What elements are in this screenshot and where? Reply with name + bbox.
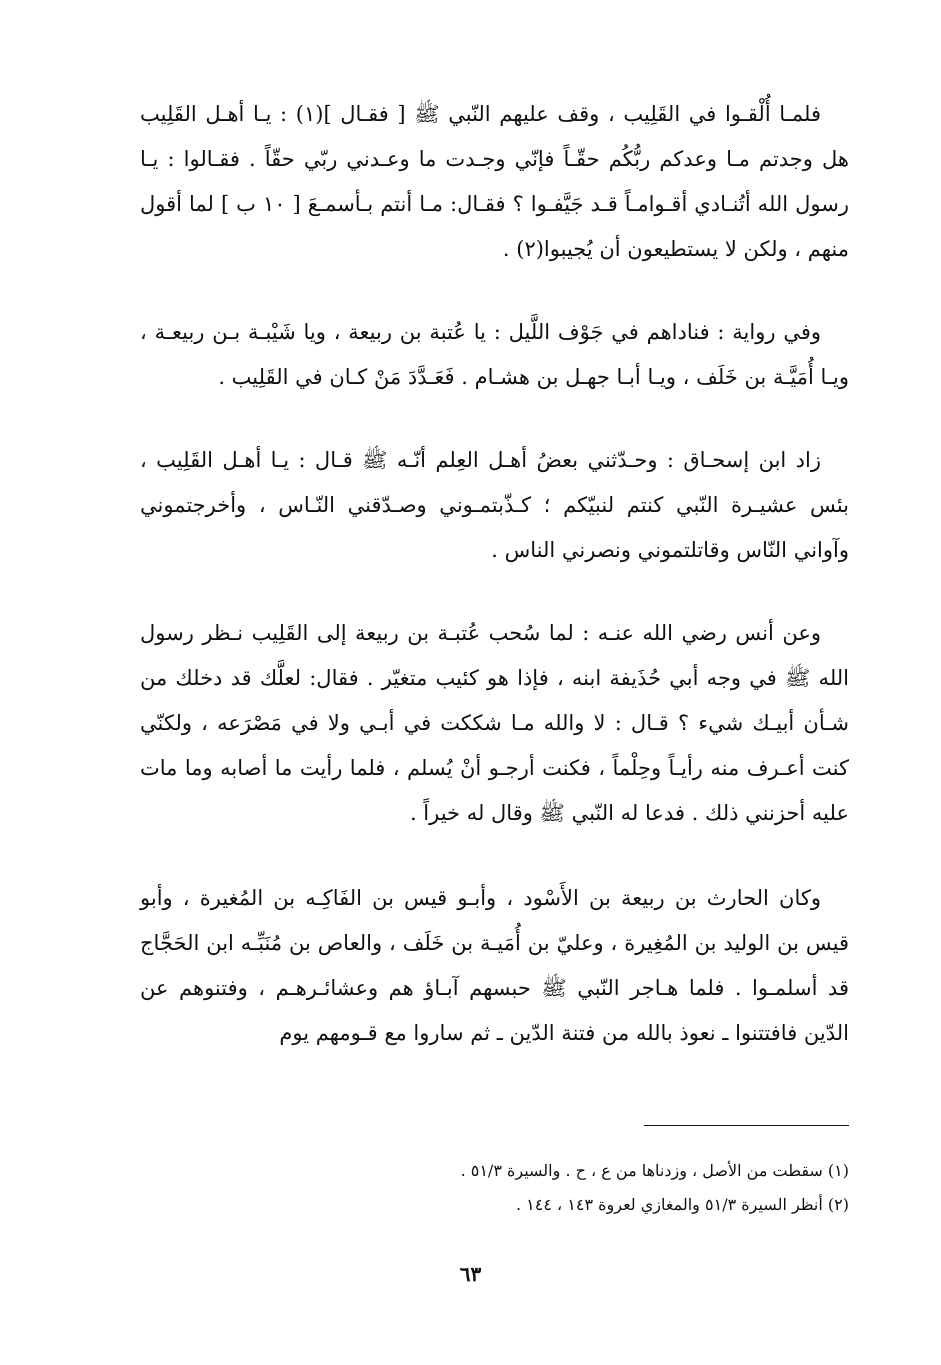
main-text bbox=[140, 92, 849, 1056]
page-number: ٦٣ bbox=[459, 1262, 482, 1286]
footnote-2: (٢) أنظر السيرة ٥١/٣ والمغازي لعروة ١٤٣ ، ١٤٤ . bbox=[515, 1195, 849, 1214]
paragraph-5: وكان الحارث بن ربيعة بن الأَسْود ، وأبـو قيس بن الفَاكِـه بن المُغيرة ، وأبو قيس بن الوليد بن المُغِيرة ، وعليّ بن أُمَيـة بن خَلَف ، والعاص بن مُنَبِّـه ابن الحَجَّاج قد أسلمـوا . فلما هـاجر النّبي ﷺ حبسهم آبـاؤ هم وعشائـرهـم ، وفتنوهم عن الدّين فافتتنوا ـ نعوذ بالله من فتنة الدّين ـ ثم ساروا مع قـومهم يوم bbox=[140, 886, 849, 1045]
paragraph-1: فلمـا أُلْقـوا في القَلِيب ، وقف عليهم النّبي ﷺ [ فقـال ](١) : يـا أهـل القَلِيب هل وجدتم مـا وعدكم ربُّكُم حقّـاً فإنّي وجـدت ما وعـدني ربّي حقّاً . فقـالوا : يـا رسول الله أتُنـادي أقـوامـاً قـد جَيَّفـوا ؟ فقـال: مـا أنتم بـأسمـعَ [ ١٠ ب ] لما أقول منهم ، ولكن لا يستطيعون أن يُجيبوا(٢) . bbox=[140, 102, 849, 261]
paragraph-4: وعن أنس رضي الله عنـه : لما سُحب عُتبـة بن ربيعة إلى القَلِيب نـظر رسول الله ﷺ في وجه أبي حُذَيفة ابنه ، فإذا هو كئيب متغيّر . فقال: لعلَّك قد دخلك من شـأن أبيـك شيء ؟ قـال : لا والله مـا شككت في أبـي ولا في مَصْرَعه ، ولكنّي كنت أعـرف منه رأيـاً وحِلْماً ، فكنت أرجـو أنْ يُسلم ، فلما رأيت ما أصابه وما مات عليه أحزنني ذلك . فدعا له النّبي ﷺ وقال له خيراً . bbox=[140, 621, 849, 825]
footnote-1: (١) سقطت من الأصل ، وزدناها من ع ، ح . والسيرة ٥١/٣ . bbox=[460, 1161, 849, 1180]
paragraph-2: وفي رواية : فناداهم في جَوْف اللَّيل : يا عُتبة بن ربيعة ، ويا شَيْبـة بـن ربيعـة ، ويـا أُمَيَّـة بن خَلَف ، ويـا أبـا جهـل بن هشـام . فَعَـدَّدَ مَنْ كـان في القَلِيب . bbox=[140, 320, 849, 389]
paragraph-3: زاد ابن إسحـاق : وحـدّثني بعضُ أهـل العِلم أنّـه ﷺ قـال : يـا أهـل القَلِيب ، بئس عشيـرة النّبي كنتم لنبيّكم ؛ كـذّبتمـوني وصـدّقني النّـاس ، وأخرجتموني وآواني النّاس وقاتلتموني ونصرني الناس . bbox=[140, 448, 849, 562]
footnotes bbox=[140, 1154, 849, 1222]
footnote-divider bbox=[644, 1125, 849, 1126]
